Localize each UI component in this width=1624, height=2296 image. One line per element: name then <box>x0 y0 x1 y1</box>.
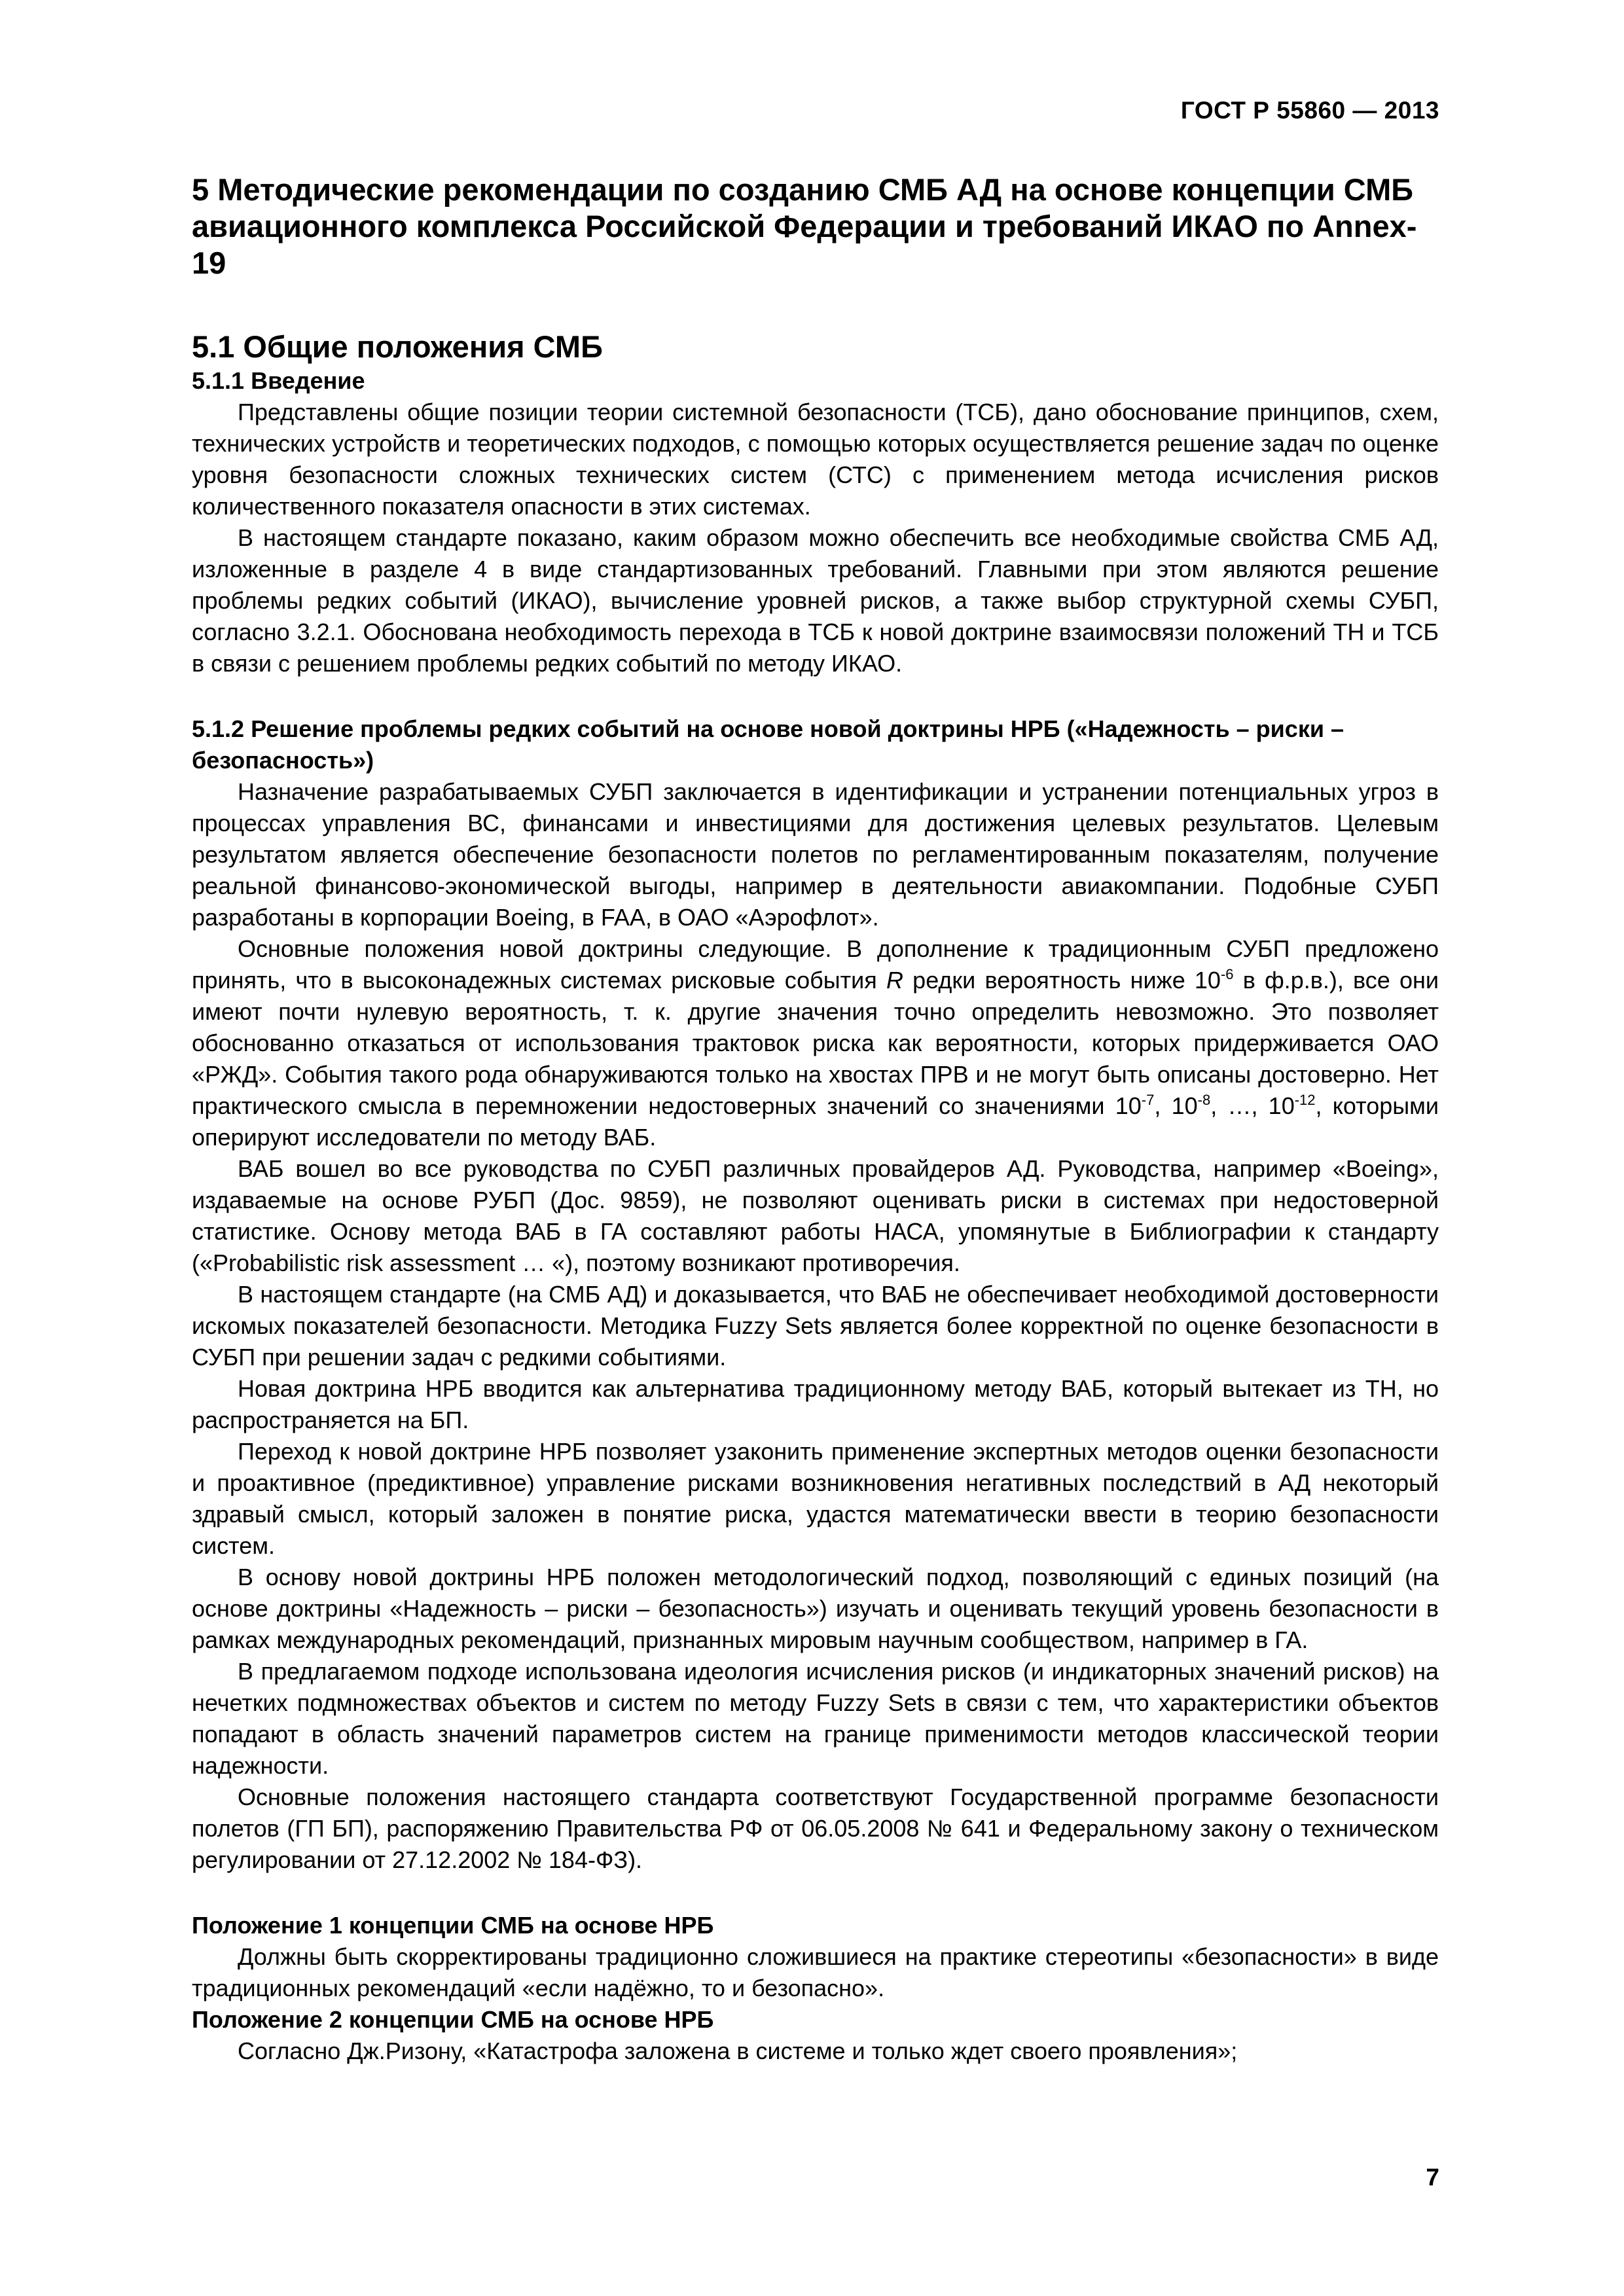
provision-2-text: Согласно Дж.Ризону, «Катастрофа заложена в системе и только ждет своего проявления»; <box>238 2037 1238 2064</box>
exponent: -7 <box>1141 1092 1155 1108</box>
section-5-1-2-title <box>192 713 1439 776</box>
section-5-title: 5 Методические рекомендации по созданию СМБ АД на основе концепции СМБ авиационного комплекса Российской Федерации и требований ИКАО по Annex-19 <box>192 172 1417 280</box>
paragraph-with-exponents <box>192 933 1439 1153</box>
paragraph: В настоящем стандарте (на СМБ АД) и доказывается, что ВАБ не обеспечивает необходимой достоверности искомых показателей безопасности. Методика Fuzzy Sets является более корректной по оценке безопасности в СУБП при решении задач с редкими событиями. <box>192 1281 1439 1371</box>
text-run: редки вероятность ниже 10 <box>903 967 1221 994</box>
provision-1-title: Положение 1 концепции СМБ на основе НРБ <box>192 1912 714 1939</box>
provision-1-text: Должны быть скорректированы традиционно сложившиеся на практике стереотипы «безопасности» в виде традиционных рекомендаций «если надёжно, то и безопасно». <box>192 1943 1439 2001</box>
paragraph: В настоящем стандарте показано, каким образом можно обеспечить все необходимые свойства СМБ АД, изложенные в разделе 4 в виде стандартизованных требований. Главными при этом являются решение проблемы редких событий (ИКАО), вычисление уровней рисков, а также выбор структурной схемы СУБП, согласно 3.2.1. Обоснована необходимость перехода в ТСБ к новой доктрине взаимосвязи положений ТН и ТСБ в связи с решением проблемы редких событий по методу ИКАО. <box>192 524 1439 677</box>
spacer <box>192 679 1439 713</box>
text-run: , 10 <box>1154 1092 1198 1119</box>
paragraph: В основу новой доктрины НРБ положен методологический подход, позволяющий с единых позиций (на основе доктрины «Надежность – риски – безопасность») изучать и оценивать текущий уровень безопасности в рамках международных рекомендаций, признанных мировым научным сообществом, например в ГА. <box>192 1564 1439 1653</box>
text-run: Основные положения новой доктрины следующие. В дополнение к традиционным СУБП предложено принять, что в высоконадежных системах рисковые события <box>192 935 1439 994</box>
section-5-1-title: 5.1 Общие положения СМБ <box>192 329 603 364</box>
section-5-1-1-title: 5.1.1 Введение <box>192 367 365 394</box>
text-run: , …, 10 <box>1210 1092 1295 1119</box>
paragraph: Основные положения настоящего стандарта соответствуют Государственной программе безопасности полетов (ГП БП), распоряжению Правительства РФ от 06.05.2008 № 641 и Федеральному закону о техническом регулировании от 27.12.2002 № 184-ФЗ). <box>192 1784 1439 1873</box>
section-5-1-2-title-text: 5.1.2 Решение проблемы редких событий на основе новой доктрины НРБ («Надежность – риски – безопасность») <box>192 715 1344 774</box>
exponent: -12 <box>1294 1092 1316 1108</box>
text-run: в ф.р.в.), все они имеют почти нулевую вероятность, т. к. другие значения точно определить невозможно. Это позволяет обоснованно отказаться от использования трактовок риска как вероятности, которых придерживается ОАО «РЖД». События такого рода обнаруживаются только на хвостах ПРВ и не могут быть описаны достоверно. Нет практического смысла в перемножении недостоверных значений со значениями 10 <box>192 967 1439 1119</box>
page-content <box>192 171 1439 2067</box>
standard-code-header: ГОСТ Р 55860 — 2013 <box>1180 97 1439 124</box>
exponent: -6 <box>1220 966 1234 982</box>
paragraph: В предлагаемом подходе использована идеология исчисления рисков (и индикаторных значений рисков) на нечетких подмножествах объектов и систем по методу Fuzzy Sets в связи с тем, что характеристики объектов попадают в область значений параметров систем на границе применимости методов классической теории надежности. <box>192 1658 1439 1779</box>
paragraph: Представлены общие позиции теории системной безопасности (ТСБ), дано обоснование принципов, схем, технических устройств и теоретических подходов, с помощью которых осуществляется решение задач по оценке уровня безопасности сложных технических систем (СТС) с применением метода исчисления рисков количественного показателя опасности в этих системах. <box>192 399 1439 520</box>
risk-variable: R <box>886 967 903 994</box>
paragraph: Переход к новой доктрине НРБ позволяет узаконить применение экспертных методов оценки безопасности и проактивное (предиктивное) управление рисками возникновения негативных последствий в АД некоторый здравый смысл, который заложен в понятие риска, удастся математически ввести в теорию безопасности систем. <box>192 1438 1439 1559</box>
paragraph: Назначение разрабатываемых СУБП заключается в идентификации и устранении потенциальных угроз в процессах управления ВС, финансами и инвестициями для достижения целевых результатов. Целевым результатом является обеспечение безопасности полетов по регламентированным показателям, получение реальной финансово-экономической выгоды, например в деятельности авиакомпании. Подобные СУБП разработаны в корпорации Boeing, в FAA, в ОАО «Аэрофлот». <box>192 778 1439 931</box>
text-run: , которыми оперируют исследователи по методу ВАБ. <box>192 1092 1439 1151</box>
exponent: -8 <box>1197 1092 1211 1108</box>
paragraph: Новая доктрина НРБ вводится как альтернатива традиционному методу ВАБ, который вытекает из ТН, но распространяется на БП. <box>192 1375 1439 1433</box>
page-number: 7 <box>1426 2164 1439 2191</box>
paragraph: ВАБ вошел во все руководства по СУБП различных провайдеров АД. Руководства, например «Boeing», издаваемые на основе РУБП (Дос. 9859), не позволяют оценивать риски в системах при недостоверной статистике. Основу метода ВАБ в ГА составляют работы НАСА, упомянутые в Библиографии к стандарту («Probabilistic risk assessment … «), поэтому возникают противоречия. <box>192 1155 1439 1276</box>
provision-2-title: Положение 2 концепции СМБ на основе НРБ <box>192 2006 714 2033</box>
